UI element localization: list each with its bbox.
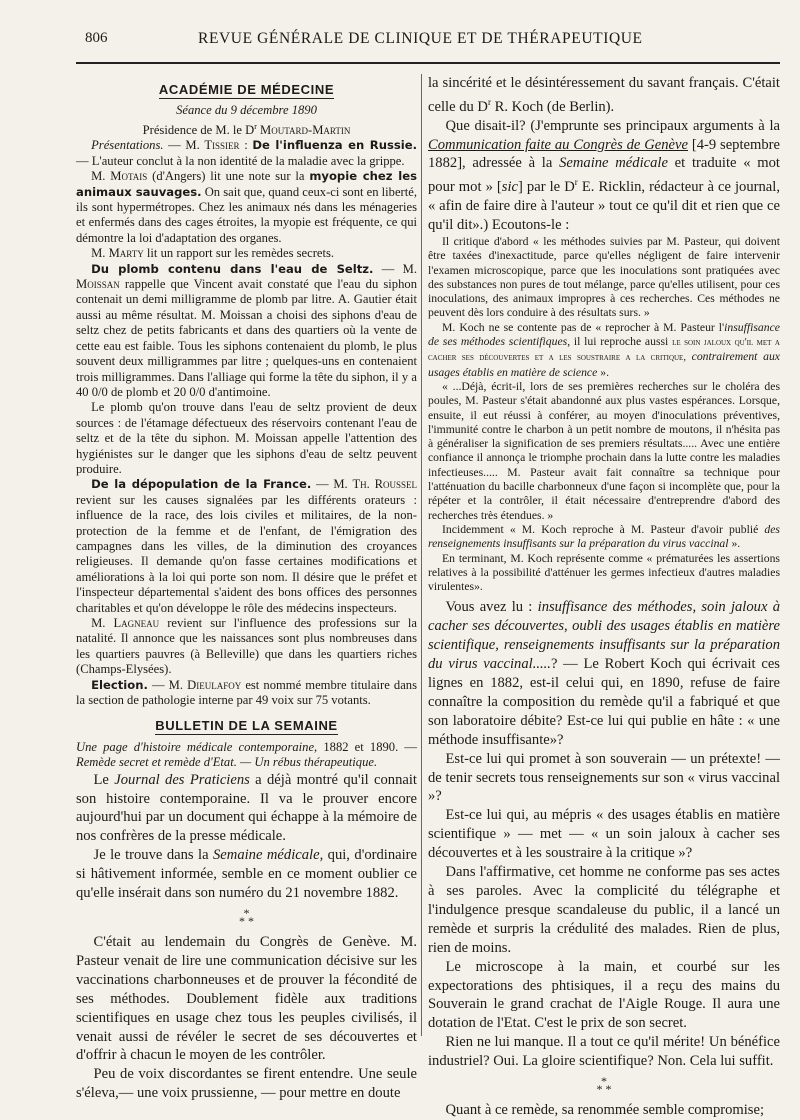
column-divider xyxy=(421,74,422,1036)
bulletin-paragraph: Je le trouve dans la Semaine médicale, qui, d'ordinaire si hâtivement informée, semble en ce moment oublier ce qu'elle insérait dans son numéro du 21 novembre 1882. xyxy=(76,847,417,902)
page-number: 806 xyxy=(85,30,108,46)
academie-paragraph: M. Lagneau revient sur l'influence des professions sur la natalité. Il annonce que les naissances sont plus nombreuses dans les quartiers pauvres (à Belleville) que dans les quartiers riches (Champs-Elysées). xyxy=(76,616,417,677)
quotation: Incidemment « M. Koch reproche à M. Pasteur d'avoir publié des renseignements insuffisants sur la préparation du virus vaccinal ». xyxy=(428,522,780,551)
bulletin-subtitle: Une page d'histoire médicale contemporaine, 1882 et 1890. — Remède secret et remède d'Etat. — Un rébus thérapeutique. xyxy=(76,739,417,770)
academie-paragraph: Du plomb contenu dans l'eau de Seltz. — M. Moissan rappelle que Vincent avait constaté que l'eau du siphon contenait un demi milligramme de plomb par litre. A. Gautier était aussi au même résultat. M. Moissan a choisi des siphons d'eau de seltz chez de petits fabricants et dans des quartiers où la vente de cette eau est faible. Tous les siphons contenaient du plomb, le plus souvent deux milligrammes par litre ; quelques-uns en contenaient trois milligrammes. Dans l'alliage qui forme la tête du siphon, il y a 40 0/0 de plomb et 20 0/0 d'antimoine. xyxy=(76,261,417,399)
bulletin-paragraph: Le Journal des Praticiens a déjà montré qu'il connait son histoire contemporaine. Il va le prouver encore aujourd'hui par un document qui échappe à la mémoire de nos confrères de la presse médicale. xyxy=(76,771,417,845)
running-head xyxy=(0,30,800,52)
bulletin-paragraph: Vous avez lu : insuffisance des méthodes, soin jaloux à cacher ses découvertes, oubli des usages établis en matière scientifique, renseignements insuffisants sur la préparation du virus vaccinal.....? — Le Robert Koch qui écrivait ces lignes en 1882, est-il celui qui, en 1890, refuse de faire connaître la composition du remède qu'il a fabriqué et que son laboratoire débite? Est-ce lui qui publie en hâte : « une méthode insuffisante»? xyxy=(428,599,780,748)
quotation: Il critique d'abord « les méthodes suivies par M. Pasteur, qui doivent être taxées d'inexactitude, parce qu'elles négligent de faire intervenir l'examen microscopique, parce que les inoculations sont pratiquées avec des substances non pures de tout mélange, parce qu'elles utilisent, pour ces inoculations, des animaux impropres à ces recherches. Ces méthodes ne peuvent dès lors conduire à des résultats surs. » xyxy=(428,234,780,320)
bulletin-paragraph: Est-ce lui qui promet à son souverain — un prétexte! — de tenir secrets tous renseignements sur son « virus vaccinal »? xyxy=(428,750,780,805)
academie-paragraph: Le plomb qu'on trouve dans l'eau de seltz provient de deux sources : de l'étamage défectueux des réservoirs contenant l'eau de seltz et de la tête du siphon. M. Moissan appelle l'attention des hygiénistes sur le danger que les siphons d'eau de seltz peuvent produire. xyxy=(76,400,417,476)
quotation: En terminant, M. Koch représente comme « prématurées les assertions relatives à la possibilité d'atténuer les germes infectieux d'autres maladies virulentes». xyxy=(428,551,780,594)
bulletin-paragraph: Peu de voix discordantes se firent entendre. Une seule s'éleva,— une voix prussienne, — pour mettre en doute xyxy=(76,1066,417,1102)
academie-section-title: ACADÉMIE DE MÉDECINE xyxy=(158,82,335,97)
bulletin-paragraph: Dans l'affirmative, cet homme ne conforme pas ses actes à ses paroles. Avec la complicité du télégraphe et l'indulgence presque scandaleuse du public, il a lancé un remède et surpris la crédulité des malades. Rien de plus, rien de moins. xyxy=(428,864,780,956)
academie-paragraph: Présentations. — M. Tissier : De l'influenza en Russie. — L'auteur conclut à la non identité de la maladie avec la grippe. xyxy=(76,138,417,168)
quotation: M. Koch ne se contente pas de « reprocher à M. Pasteur l'insuffisance de ses méthodes scientifiques, il lui reproche aussi le soin jaloux qu'il met a cacher ses découvertes et a les soustraire a la critique, contrairement aux usages établis en matière de science ». xyxy=(428,320,780,379)
academie-paragraph: M. Motais (d'Angers) lit une note sur la myopie chez les animaux sauvages. On sait que, quand ceux-ci sont en liberté, ils sont hypermétropes. Chez les animaux nés dans les ménageries et enfermés dans des cages étroites, la myopie est fréquente, ce qui démontre la loi d'adaptation des organes. xyxy=(76,169,417,245)
left-column xyxy=(76,74,417,1103)
academie-paragraph: Election. — M. Dieulafoy est nommé membre titulaire dans la section de pathologie interne par 49 voix sur 75 votants. xyxy=(76,677,417,708)
academie-paragraph: M. Marty lit un rapport sur les remèdes secrets. xyxy=(91,246,335,261)
bulletin-paragraph: Quant à ce remède, sa renommée semble compromise; xyxy=(445,1102,765,1119)
bulletin-paragraph: Est-ce lui qui, au mépris « des usages établis en matière scientifique » — met — « un soin jaloux à cacher ses découvertes et à les soustraire à la critique »? xyxy=(428,807,780,862)
right-column xyxy=(428,74,780,1120)
bulletin-paragraph: Rien ne lui manque. Il a tout ce qu'il mérite! Un bénéfice industriel? Oui. La gloire scientifique? Non. Cela lui suffit. xyxy=(428,1034,780,1070)
bulletin-section-title: BULLETIN DE LA SEMAINE xyxy=(155,718,338,734)
presidence-line: Présidence de M. le $D^r$ Moutard-Martin xyxy=(142,121,351,137)
academie-paragraph: De la dépopulation de la France. — M. Th. Roussel revient sur les causes signalées par les différents orateurs : influence de la race, des lois civiles et militaires, de la non-protection de la femme et de l'enfant, de l'émigration des campagnes dans les villes, de la diminution des croyances religieuses. Il demande qu'on fasse certaines modifications et améliorations à la loi qui porte son nom. Il désire que le préfet et l'inspecteur départemental s'aident des bons offices des personnes charitables et qu'on développe le rôle des médecins inspecteurs. xyxy=(76,477,417,615)
section-stars: * * * xyxy=(239,906,254,928)
bulletin-paragraph: la sincérité et le désintéressement du savant français. C'était celle du $D^r$ R. Koch (de Berlin). xyxy=(428,75,780,115)
bulletin-paragraph: Que disait-il? (J'emprunte ses principaux arguments à la Communication faite au Congrès de Genève [4-9 septembre 1882], adressée à la Semaine médicale et traduite « mot pour mot » [sic] par le $D^r$ E. Ricklin, rédacteur à ce journal, « afin de faire dire à l'auteur » tout ce qu'il dit et rien que ce qu'il dit».) Ecoutons-le : xyxy=(428,117,780,234)
quotation: « ...Déjà, écrit-il, lors de ses premières recherches sur le choléra des poules, M. Pasteur s'était abandonné aux plus vastes espérances. Lorsque, ensuite, il eut réussi à conférer, au moyen d'inoculations préventives, l'immunité contre le charbon à un petit nombre de moutons, il n'hésita pas à généraliser la signification de ses premiers résultats..... Avec une entière confiance il annonça le triomphe prochain dans la lutte contre les maladies infectieuses..... M. Pasteur avait fait connaître sa technique pour l'atténuation du bacille charbonneux d'une façon si incomplète que, pour la répéter et la contrôler, il était nécessaire d'entreprendre d'abord des recherches très étendues. » xyxy=(428,379,780,522)
section-stars: * * * xyxy=(596,1074,612,1097)
journal-title: REVUE GÉNÉRALE DE CLINIQUE ET DE THÉRAPEUTIQUE xyxy=(198,30,643,47)
session-date: Séance du 9 décembre 1890 xyxy=(176,103,317,118)
bulletin-paragraph: Le microscope à la main, et courbé sur les expectorations des phtisiques, il a reçu des mains du Souverain le grand crachat de l'Aigle Rouge. Il aura une dotation de l'Etat. C'est le prix de son secret. xyxy=(428,958,780,1032)
header-rule xyxy=(76,62,780,64)
bulletin-paragraph: C'était au lendemain du Congrès de Genève. M. Pasteur venait de lire une communication décisive sur les vaccinations charbonneuses et de prouver la fécondité de ses méthodes. Doublement fidèle aux traditions scientifiques en usage chez tous les peuples civilisés, il venait aussi de révéler le secret de ses découvertes et d'offrir à chacun le moyen de les contrôler. xyxy=(76,934,417,1064)
